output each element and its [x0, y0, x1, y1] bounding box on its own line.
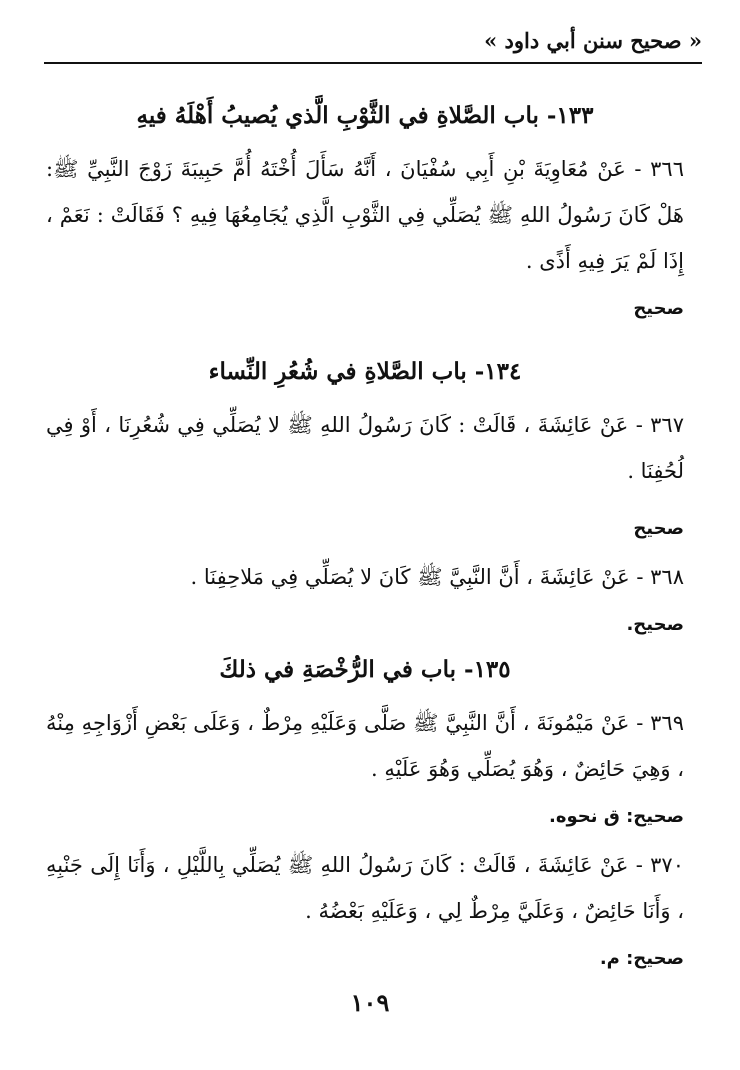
hadith-grade-369: صحيح: ق نحوه.	[549, 806, 684, 827]
hadith-text-370: ٣٧٠ - عَنْ عَائِشَةَ ، قَالَتْ : كَانَ رَسُولُ اللهِ ﷺ يُصَلِّي بِاللَّيْلِ ، وَأَنَا إِلَى جَنْبِهِ ، وَأَنَا حَائِضٌ ، وَعَلَيَّ مِرْطٌ لِي ، وَعَلَيْهِ بَعْضُهُ .	[46, 853, 684, 923]
hadith-text-369: ٣٦٩ - عَنْ مَيْمُونَةَ ، أَنَّ النَّبِيَّ ﷺ صَلَّى وَعَلَيْهِ مِرْطٌ ، وَعَلَى بَعْضِ أَزْوَاجِهِ مِنْهُ ، وَهِيَ حَائِضٌ ، وَهُوَ يُصَلِّي وَهُوَ عَلَيْهِ .	[46, 711, 684, 781]
hadith-grade-368: صحيح.	[626, 614, 684, 635]
running-header-title: « صحيح سنن أبي داود »	[484, 28, 702, 53]
header-rule	[44, 62, 702, 64]
hadith-grade-367: صحيح	[633, 518, 684, 539]
chapter-heading-134: ١٣٤- باب الصَّلاةِ في شُعُرِ النِّساء	[208, 358, 522, 385]
chapter-heading-135: ١٣٥- باب في الرُّخْصَةِ في ذلكَ	[219, 656, 511, 683]
hadith-text-366: ٣٦٦ - عَنْ مُعَاوِيَةَ بْنِ أَبِي سُفْيَانَ ، أَنَّهُ سَأَلَ أُخْتَهُ أُمَّ حَبِيبَةَ زَوْجَ النَّبِيِّ ﷺ: هَلْ كَانَ رَسُولُ اللهِ ﷺ يُصَلِّي فِي الثَّوْبِ الَّذِي يُجَامِعُهَا فِيهِ ؟ فَقَالَتْ : نَعَمْ ، إِذَا لَمْ يَرَ فِيهِ أَذًى .	[46, 157, 684, 273]
page-number: ١٠٩	[350, 988, 390, 1017]
hadith-grade-366: صحيح	[633, 298, 684, 319]
hadith-grade-370: صحيح: م.	[599, 948, 684, 969]
hadith-text-368: ٣٦٨ - عَنْ عَائِشَةَ ، أَنَّ النَّبِيَّ ﷺ كَانَ لا يُصَلِّي فِي مَلاحِفِنَا .	[190, 565, 684, 589]
hadith-text-367: ٣٦٧ - عَنْ عَائِشَةَ ، قَالَتْ : كَانَ رَسُولُ اللهِ ﷺ لا يُصَلِّي فِي شُعُرِنَا ، أَوْ فِي لُحُفِنَا .	[46, 413, 684, 483]
page-body	[46, 96, 684, 974]
chapter-heading-133: ١٣٣- باب الصَّلاةِ في الثَّوْبِ الَّذي يُصيبُ أَهْلَهُ فيهِ	[136, 102, 594, 129]
